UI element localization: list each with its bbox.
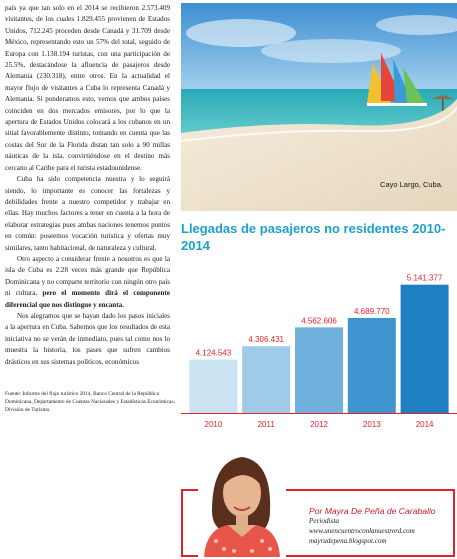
author-website[interactable]: www.unencuentroconlanuestrord.com [309,527,415,535]
article-text: Otro aspecto a considerar frente a nosotros es que la isla de Cuba es 2.28 veces más grande que República Dominicana y no comparte territorio con ningún otro país ni cultura, [5,254,170,298]
article-paragraph: país ya que tan solo en el 2014 se recibieron 2.573.409 visitantes, de los cuales 1.829.455 provienen de Estados Unidos, 712.245 proceden desde Canadá y 31.709 desde México, representando esto un 57% del total, seguido de Europa con 1.138.194 turistas, con una participación de 25.5%, destacándose la afluencia de pasajeros desde Alemania (230.318), entre otros. En la actualidad el mayor flujo de visitantes a Cuba lo representa Canadá y Alemania. Si ponderamos esto, vemos que ambos países coinciden en dos mercados emisores, por lo que la apertura de Estados Unidos colocará a los cubanos en un sitial favorablemente distinto, tomando en cuenta que las costas del Sur de la Florida distan tan solo a 90 millas náuticas de la isla, convirtiéndose en el destino más cercano al Caribe para el turista estadounidense. [5,4,170,172]
author-role: Periodista [309,517,339,525]
beach-photo [181,3,457,211]
source-note: Fuente: Informe del flujo turístico 2014, Banco Central de la República Dominicana, Departamento de Cuentas Nacionales y Estadísticas Económicas, División de Turismo. [5,391,175,413]
bar-2013 [348,318,396,413]
author-photo [198,441,286,557]
article-column [5,3,170,368]
x-tick-label-2014: 2014 [415,420,434,429]
chart-title: Llegadas de pasajeros no residentes 2010-2014 [181,221,446,253]
value-label-2013: 4.689.770 [354,306,390,316]
chart-canvas [181,255,457,435]
bar-2012 [295,327,343,413]
bar-2014 [401,285,449,413]
arrivals-bar-chart [181,255,457,435]
article-bold-text: pero el momento dirá el componente diferencial que nos distingue y encanta. [5,289,170,309]
author-info [309,506,436,545]
author-portrait [198,441,286,557]
value-label-2011: 4.306.431 [248,335,284,345]
author-name: Por Mayra De Peña de Caraballo [309,506,436,516]
article-paragraph: Nos alegramos que se hayan dado los pasos iniciales a la apertura en Cuba. Sabemos que los resultados de esta iniciativa no se verán de inmediato, pues tal como nos lo muestra la historia, los pases que sufren cambios drásticos en sus sistemas políticos, económicos [5,311,170,366]
x-tick-label-2012: 2012 [310,420,328,429]
x-tick-label-2013: 2013 [362,420,381,429]
bar-2010 [189,360,237,413]
value-label-2012: 4.562.606 [301,316,337,326]
x-tick-label-2011: 2011 [257,420,275,429]
bar-2011 [242,346,290,413]
photo-caption: Cayo Largo, Cuba. [380,180,443,189]
x-tick-label-2010: 2010 [204,420,223,429]
article-paragraph: Cuba ha sido competencia nuestra y lo seguirá siendo, lo importante es conocer las fortalezas y debilidades frente a nuestro competidor y trabajar en ellas. Hay muchos factores a tener en cuenta a la hora de elaborar estrategias pues ambas naciones tenemos puntos en común: poseemos vocación turística y ofertas muy similares, tanto habitacional, de naturaleza y cultural. [5,175,170,252]
article-paragraph [5,254,170,311]
value-label-2014: 5.141.377 [406,273,443,283]
value-label-2010: 4.124.543 [195,348,232,358]
author-blog[interactable]: mayradepena.blogspot.com [309,537,387,545]
